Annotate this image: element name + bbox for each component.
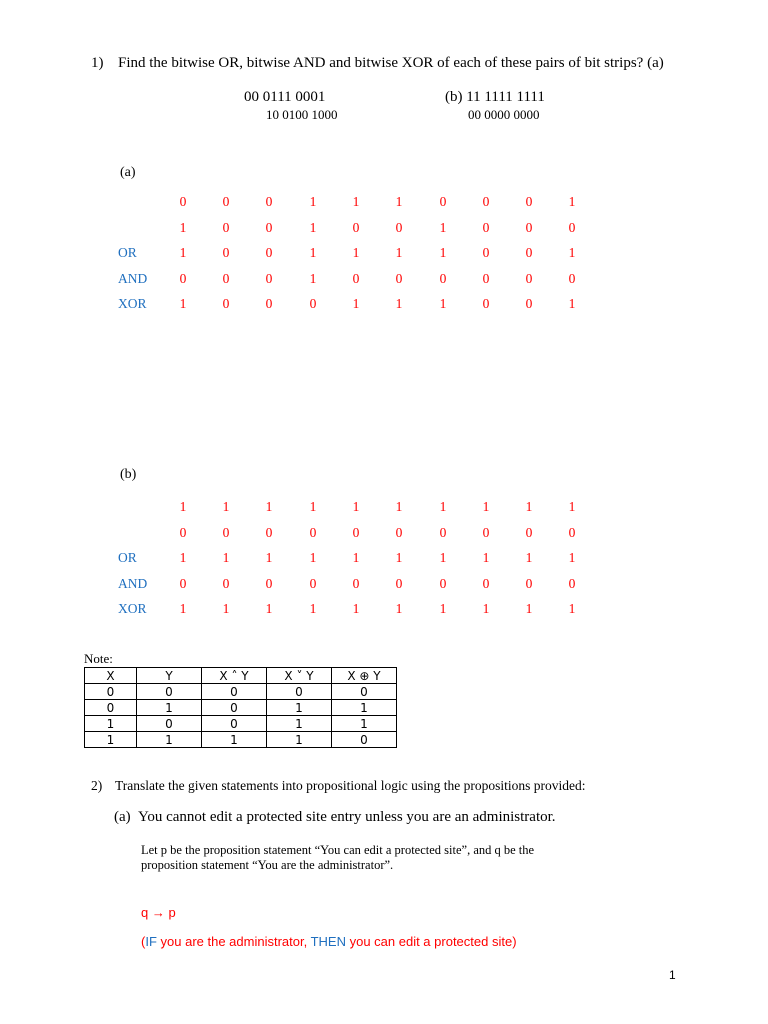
pair-a-line-1: 00 0111 0001 (244, 89, 326, 105)
bit-value: 0 (568, 524, 576, 540)
bit-value: 1 (309, 601, 317, 616)
explanation-end: you can edit a protected site) (345, 934, 517, 949)
bit-value: 1 (525, 550, 533, 565)
bit-value: 0 (222, 219, 230, 235)
bit-value: 0 (525, 296, 533, 311)
explanation-middle: you are the administrator, (156, 934, 311, 949)
truth-table-header-cell: X (85, 668, 137, 684)
proposition-definition: Let p be the proposition statement “You can edit a protected site”, and q be the proposition statement “You are the administrator”. (141, 843, 535, 872)
truth-table-cell: 1 (85, 716, 137, 732)
truth-table-body (85, 684, 397, 748)
bit-value: 0 (439, 575, 447, 591)
truth-table-cell: 0 (85, 700, 137, 716)
logic-formula: q → p (141, 905, 176, 920)
bit-value: 0 (265, 575, 273, 591)
bit-value: 0 (265, 219, 273, 235)
explanation-open: ( (141, 934, 146, 949)
bit-value: 0 (222, 245, 230, 260)
bit-value: 1 (395, 245, 403, 260)
bit-value: 1 (179, 219, 187, 235)
truth-table-cell: 0 (202, 684, 267, 700)
bit-row-label: AND (118, 575, 148, 591)
bit-value: 1 (568, 296, 576, 311)
bit-value: 1 (525, 499, 533, 514)
bit-value: 0 (265, 194, 273, 209)
truth-table-header-cell: X ⊕ Y (332, 668, 397, 684)
truth-table-cell: 1 (267, 716, 332, 732)
truth-table-cell: 1 (137, 732, 202, 748)
bit-value: 1 (395, 601, 403, 616)
bit-value: 1 (439, 296, 447, 311)
bit-value: 0 (568, 219, 576, 235)
bit-row-label: OR (118, 550, 137, 565)
bit-value: 1 (395, 194, 403, 209)
bit-value: 0 (482, 575, 490, 591)
bit-value: 1 (309, 550, 317, 565)
bit-value: 0 (352, 524, 360, 540)
pair-a-line-2: 10 0100 1000 (266, 107, 338, 122)
bit-value: 0 (222, 194, 230, 209)
bit-value: 0 (222, 270, 230, 286)
bit-value: 1 (265, 550, 273, 565)
bit-value: 0 (179, 524, 187, 540)
truth-table-cell: 1 (267, 700, 332, 716)
truth-table-row (85, 716, 397, 732)
question-1-number: 1) (91, 55, 104, 71)
bit-row-label: XOR (118, 296, 147, 311)
bit-value: 1 (525, 601, 533, 616)
bit-value: 0 (395, 524, 403, 540)
bit-value: 0 (179, 194, 187, 209)
truth-table-cell: 1 (332, 700, 397, 716)
bit-value: 1 (222, 499, 230, 514)
bit-value: 1 (482, 499, 490, 514)
bit-row-label: AND (118, 270, 148, 286)
question-2a-number: (a) (114, 809, 131, 825)
bit-value: 1 (568, 245, 576, 260)
truth-table-cell: 1 (202, 732, 267, 748)
bit-value: 0 (439, 270, 447, 286)
bit-value: 1 (179, 550, 187, 565)
pair-b-line-2: 00 0000 0000 (468, 107, 540, 122)
bit-value: 0 (265, 270, 273, 286)
page-number: 1 (669, 968, 676, 982)
bit-value: 0 (568, 270, 576, 286)
bit-value: 0 (179, 270, 187, 286)
bit-value: 1 (439, 601, 447, 616)
bit-value: 0 (309, 296, 317, 311)
truth-table-header-cell: X ˄ Y (202, 668, 267, 684)
question-2 (91, 778, 585, 794)
bit-value: 0 (525, 575, 533, 591)
explanation-then: THEN (310, 934, 346, 949)
note-label: Note: (84, 651, 113, 666)
bit-value: 0 (482, 270, 490, 286)
truth-table-cell: 1 (137, 700, 202, 716)
bit-value: 1 (568, 499, 576, 514)
bit-value: 1 (568, 550, 576, 565)
bit-value: 0 (439, 524, 447, 540)
bit-value: 1 (179, 245, 187, 260)
question-2-number: 2) (91, 778, 103, 793)
bit-value: 0 (525, 524, 533, 540)
bit-value: 1 (395, 499, 403, 514)
bit-value: 1 (352, 194, 360, 209)
truth-table-row (85, 700, 397, 716)
bit-value: 0 (439, 194, 447, 209)
truth-table (84, 667, 397, 748)
bit-value: 1 (439, 499, 447, 514)
bit-value: 0 (525, 270, 533, 286)
bit-value: 1 (352, 245, 360, 260)
bit-value: 0 (179, 575, 187, 591)
question-1-text: Find the bitwise OR, bitwise AND and bitwise XOR of each of these pairs of bit strips? (a) (118, 55, 664, 71)
bit-value: 0 (482, 219, 490, 235)
bit-value: 1 (309, 245, 317, 260)
truth-table-cell: 1 (332, 716, 397, 732)
bit-value: 0 (265, 524, 273, 540)
truth-table-header-cell: X ˅ Y (267, 668, 332, 684)
truth-table-header (85, 668, 397, 684)
bit-value: 1 (309, 194, 317, 209)
bit-value: 1 (309, 499, 317, 514)
bit-value: 0 (525, 219, 533, 235)
pair-b-line-1: (b) 11 1111 1111 (445, 89, 545, 105)
explanation-if: IF (145, 934, 157, 949)
truth-table-cell: 1 (267, 732, 332, 748)
truth-table-cell: 0 (137, 684, 202, 700)
bit-value: 1 (352, 296, 360, 311)
bit-value: 1 (265, 499, 273, 514)
truth-table-cell: 0 (137, 716, 202, 732)
bit-value: 0 (265, 245, 273, 260)
bit-value: 1 (482, 550, 490, 565)
bit-value: 1 (439, 245, 447, 260)
bit-value: 0 (568, 575, 576, 591)
bit-value: 0 (482, 524, 490, 540)
bit-value: 0 (222, 296, 230, 311)
bit-row-label: OR (118, 245, 137, 260)
bit-value: 1 (179, 499, 187, 514)
bit-value: 0 (395, 219, 403, 235)
question-1 (91, 55, 664, 72)
bit-value: 0 (309, 524, 317, 540)
truth-table-cell: 0 (202, 716, 267, 732)
bit-value: 0 (525, 245, 533, 260)
truth-table-cell: 0 (332, 732, 397, 748)
bit-value: 1 (395, 296, 403, 311)
bit-value: 0 (222, 575, 230, 591)
question-2a (114, 809, 556, 826)
question-2-text: Translate the given statements into propositional logic using the propositions provided: (115, 778, 586, 793)
bit-value: 0 (309, 575, 317, 591)
bit-value: 1 (265, 601, 273, 616)
truth-table-row (85, 732, 397, 748)
bit-value: 1 (222, 601, 230, 616)
truth-table-cell: 0 (267, 684, 332, 700)
truth-table-cell: 1 (85, 732, 137, 748)
bit-value: 0 (352, 219, 360, 235)
bit-value: 1 (352, 499, 360, 514)
bit-value: 1 (179, 296, 187, 311)
bit-value: 0 (482, 296, 490, 311)
bit-value: 0 (352, 270, 360, 286)
bit-value: 1 (395, 550, 403, 565)
truth-table-cell: 0 (202, 700, 267, 716)
part-a-label: (a) (120, 165, 136, 180)
truth-table-row (85, 684, 397, 700)
bit-value: 1 (309, 270, 317, 286)
bit-value: 1 (309, 219, 317, 235)
truth-table-cell: 0 (332, 684, 397, 700)
truth-table-header-cell: Y (137, 668, 202, 684)
bit-value: 0 (482, 194, 490, 209)
bit-value: 1 (482, 601, 490, 616)
formula-explanation (141, 934, 517, 949)
part-b-label: (b) (120, 467, 137, 482)
bit-value: 1 (439, 550, 447, 565)
bit-value: 1 (439, 219, 447, 235)
bit-row-label: XOR (118, 601, 147, 616)
bit-value: 0 (395, 575, 403, 591)
question-2a-text: You cannot edit a protected site entry unless you are an administrator. (138, 809, 556, 825)
bit-value: 0 (395, 270, 403, 286)
truth-table-cell: 0 (85, 684, 137, 700)
bit-value: 1 (352, 550, 360, 565)
bit-value: 0 (482, 245, 490, 260)
bit-value: 0 (352, 575, 360, 591)
bit-value: 1 (568, 601, 576, 616)
bit-value: 0 (265, 296, 273, 311)
bit-value: 0 (525, 194, 533, 209)
bit-value: 1 (352, 601, 360, 616)
bit-value: 1 (568, 194, 576, 209)
bit-value: 1 (179, 601, 187, 616)
bit-value: 1 (222, 550, 230, 565)
bit-value: 0 (222, 524, 230, 540)
